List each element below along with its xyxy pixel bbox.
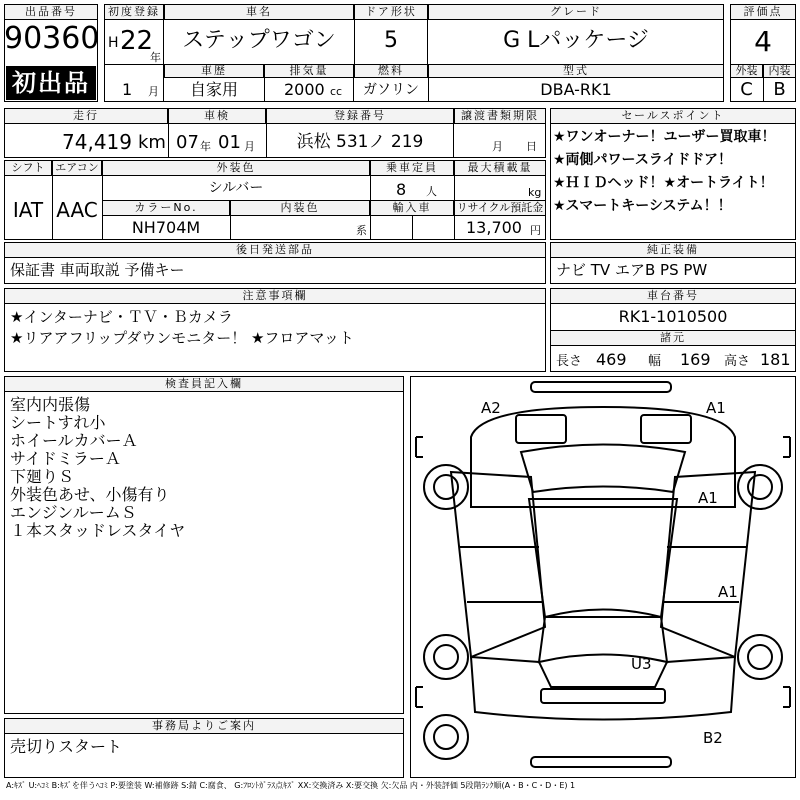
row3-div-f <box>370 216 371 240</box>
width-value: 169 <box>680 350 711 369</box>
inspector-line: ホイールカバーＡ <box>10 431 138 450</box>
sales-point: ★ワンオーナー！ユーザー買取車！ <box>553 129 776 145</box>
displacement-value: 2000 <box>284 80 325 99</box>
inspector-line: エンジンルームＳ <box>10 503 137 522</box>
grade-value: G Lパッケージ <box>503 28 649 53</box>
damage-mark: A1 <box>718 583 738 601</box>
car-diagram <box>411 377 795 777</box>
grade-label: グレード <box>428 4 724 20</box>
plate-value: 浜松 531ノ 219 <box>296 132 424 152</box>
insp-month-unit: 月 <box>244 140 255 153</box>
color-label: 外装色 <box>102 160 370 176</box>
model-label: 型式 <box>428 64 724 78</box>
inspector-line: サイドミラーＡ <box>10 449 121 468</box>
ext-grade: C <box>740 79 753 100</box>
model-value: DBA-RK1 <box>540 80 612 99</box>
dims-label: 諸元 <box>550 330 796 346</box>
row3-div-e <box>230 216 231 240</box>
damage-mark: A1 <box>698 489 718 507</box>
capacity-value: 8 <box>396 180 407 199</box>
office-label: 事務局よりご案内 <box>4 718 404 734</box>
ac-value: AAC <box>56 198 98 222</box>
reg-label: 初度登録 <box>104 4 164 20</box>
sales-point: ★ＨＩＤヘッド！★オートライト！ <box>553 175 774 191</box>
row3-div-c <box>370 176 371 200</box>
caution-label: 注意事項欄 <box>4 288 546 304</box>
transfer-label: 譲渡書類期限 <box>454 108 546 124</box>
damage-mark: A2 <box>481 399 501 417</box>
colorno-value: NH704M <box>131 218 201 237</box>
width-label: 幅 <box>648 354 662 369</box>
interior-unit: 系 <box>356 224 367 237</box>
recycle-unit: 円 <box>530 224 541 237</box>
height-value: 181 <box>760 350 791 369</box>
history-value: 自家用 <box>189 80 238 99</box>
recycle-label: リサイクル預託金 <box>454 200 546 216</box>
interior-label: 内装色 <box>230 200 370 216</box>
ac-label: エアコン <box>52 160 102 176</box>
displacement-unit: cc <box>330 85 343 98</box>
inspection-label: 車検 <box>168 108 266 124</box>
name-label: 車名 <box>164 4 354 20</box>
damage-mark: A1 <box>706 399 726 417</box>
office-value: 売切りスタート <box>10 737 123 756</box>
capacity-label: 乗車定員 <box>370 160 454 176</box>
transfer-day: 日 <box>526 140 537 153</box>
reg-era: H <box>108 35 119 51</box>
reg-month-unit: 月 <box>148 85 159 98</box>
inspector-line: １本スタッドレスタイヤ <box>10 521 186 540</box>
load-unit: kg <box>528 186 542 199</box>
legend: A:ｷｽﾞ U:ﾍｺﾐ B:ｷｽﾞを伴うﾍｺﾐ P:要塗装 W:補修跡 S:錆 C:腐食、 G:ﾌﾛﾝﾄｶﾞﾗｽ点ｷｽﾞ XX:交換済み X:要交換 欠:欠品 内・外装評価 5段階ﾗﾝｸ順(A・B・C・D・E) 1 <box>6 781 576 790</box>
sales-box <box>550 108 796 240</box>
sales-point: ★両側パワースライドドア！ <box>553 152 733 168</box>
recycle-value: 13,700 <box>466 218 522 237</box>
fuel-value: ガソリン <box>363 82 419 98</box>
insp-year: 07 <box>176 132 199 153</box>
insp-year-unit: 年 <box>200 140 211 153</box>
load-label: 最大積載量 <box>454 160 546 176</box>
insp-month: 01 <box>218 132 241 153</box>
color-value: シルバー <box>208 180 264 196</box>
int-grade: B <box>773 79 786 100</box>
caution-line: ★インターナビ・ＴＶ・Ｂカメラ <box>10 308 233 326</box>
equipment-value: ナビ TV エアB PS PW <box>556 261 708 279</box>
mileage-label: 走行 <box>4 108 168 124</box>
displacement-label: 排気量 <box>264 64 354 78</box>
reg-year: 22 <box>120 26 154 56</box>
lot-label: 出品番号 <box>4 4 98 20</box>
doors-value: 5 <box>384 28 398 53</box>
shift-label: シフト <box>4 160 52 176</box>
car-name: ステップワゴン <box>182 28 336 53</box>
sales-point: ★スマートキーシステム！！ <box>553 198 732 214</box>
later-parts-label: 後日発送部品 <box>4 242 546 258</box>
inspector-line: 下廻りＳ <box>10 467 75 486</box>
inspector-line: 室内内張傷 <box>10 395 91 414</box>
chassis-label: 車台番号 <box>550 288 796 304</box>
first-listing-badge: 初出品 <box>6 66 96 100</box>
length-value: 469 <box>596 350 627 369</box>
reg-year-unit: 年 <box>150 51 161 64</box>
caution-line: ★リアアフリップダウンモニター！ ★フロアマット <box>10 329 354 347</box>
car-diagram-box <box>410 376 796 778</box>
equipment-label: 純正装備 <box>550 242 796 258</box>
later-parts-value: 保証書 車両取説 予備キー <box>10 261 185 279</box>
score-value: 4 <box>754 25 772 58</box>
fuel-label: 燃料 <box>354 64 428 78</box>
mileage-unit: km <box>138 132 166 153</box>
plate-label: 登録番号 <box>266 108 454 124</box>
row3-div-g <box>412 216 413 240</box>
reg-month: 1 <box>122 80 133 99</box>
colorno-label: カラーNo. <box>102 200 230 216</box>
inspector-label: 検査員記入欄 <box>4 376 404 392</box>
lot-number: 90360 <box>4 21 100 56</box>
mileage-value: 74,419 <box>62 130 132 154</box>
chassis-value: RK1-1010500 <box>618 307 728 326</box>
capacity-unit: 人 <box>426 185 437 198</box>
inspector-line: 外装色あせ、小傷有り <box>10 485 170 504</box>
sales-label: セールスポイント <box>550 108 796 124</box>
length-label: 長さ <box>556 354 583 369</box>
transfer-month: 月 <box>492 140 503 153</box>
ext-label: 外装 <box>730 64 763 78</box>
shift-value: IAT <box>12 198 44 222</box>
damage-mark: B2 <box>703 729 723 747</box>
score-label: 評価点 <box>730 4 796 20</box>
import-label: 輸入車 <box>370 200 454 216</box>
history-label: 車歴 <box>164 64 264 78</box>
doors-label: ドア形状 <box>354 4 428 20</box>
int-label: 内装 <box>763 64 796 78</box>
damage-mark: U3 <box>631 655 652 673</box>
inspector-line: シートすれ小 <box>10 413 106 432</box>
height-label: 高さ <box>724 354 751 369</box>
